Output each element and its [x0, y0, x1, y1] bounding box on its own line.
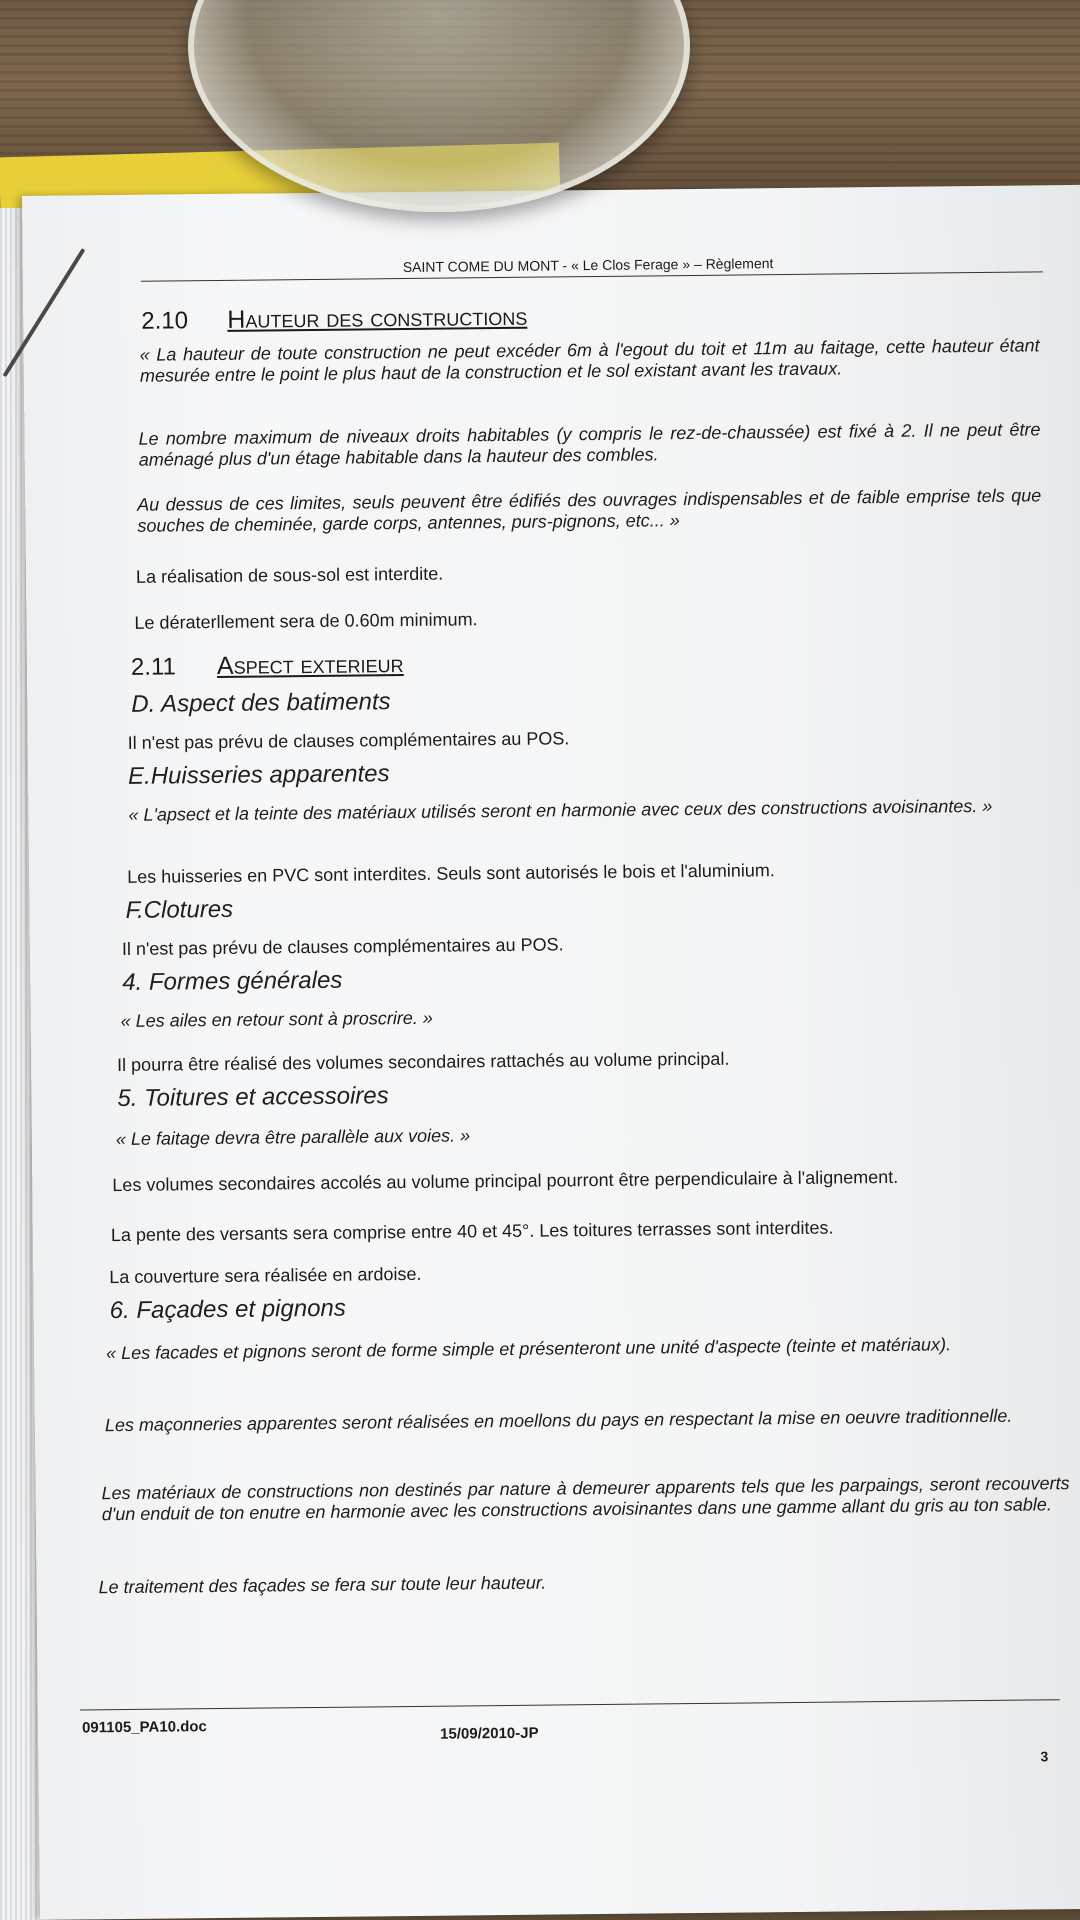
- section-2-10-paragraph-2: Le nombre maximum de niveaux droits habitables (y compris le rez-de-chaussée) est fixé à 2. Il ne peut être aménagé plus d'un étage habitable dans la hauteur des combles.: [138, 419, 1041, 470]
- section-2-10-title: Hauteur des constructions: [227, 302, 528, 334]
- subsection-6-paragraph-3: Les matériaux de constructions non destinés par nature à demeurer apparents tels que les parpaings, seront recouverts d'un enduit de ton enutre en harmonie avec les constructions avoisinantes dans une gamme allant du gris au ton sable.: [101, 1473, 1070, 1525]
- subsection-e-title: E.Huisseries apparentes: [127, 760, 390, 790]
- subsection-e-paragraph-1: « L'apsect et la teinte des matériaux utilisés seront en harmonie avec ceux des constructions avoisinantes. »: [128, 795, 993, 825]
- subsection-5-title: 5. Toitures et accessoires: [117, 1082, 389, 1113]
- subsection-4-title: 4. Formes générales: [122, 966, 343, 996]
- subsection-4-paragraph-2: Il pourra être réalisé des volumes secondaires rattachés au volume principal.: [117, 1048, 730, 1076]
- subsection-5-paragraph-3: La pente des versants sera comprise entre 40 et 45°. Les toitures terrasses sont interdites.: [110, 1217, 834, 1246]
- subsection-5-paragraph-2: Les volumes secondaires accolés au volume principal pourront être perpendiculaire à l'alignement.: [112, 1166, 899, 1196]
- subsection-5-paragraph-1: « Le faitage devra être parallèle aux voies. »: [115, 1125, 471, 1150]
- subsection-6-paragraph-4: Le traitement des façades se fera sur toute leur hauteur.: [98, 1572, 547, 1598]
- page-number: 3: [1040, 1748, 1049, 1765]
- section-2-11-title: Aspect exterieur: [216, 650, 404, 680]
- section-2-10-heading: [141, 303, 527, 336]
- subsection-d-paragraph-1: Il n'est pas prévu de clauses complémentaires au POS.: [127, 728, 570, 753]
- footer-rule: [80, 1699, 1060, 1710]
- subsection-f-title: F.Clotures: [125, 895, 234, 924]
- subsection-e-paragraph-2: Les huisseries en PVC sont interdites. Seuls sont autorisés le bois et l'aluminium.: [127, 860, 775, 887]
- subsection-4-paragraph-1: « Les ailes en retour sont à proscrire. »: [120, 1007, 433, 1032]
- document-page: [22, 185, 1080, 1920]
- footer-date: 15/09/2010-JP: [440, 1724, 539, 1743]
- subsection-5-paragraph-4: La couverture sera réalisée en ardoise.: [109, 1263, 422, 1288]
- section-2-10-number: 2.10: [141, 307, 189, 335]
- subsection-f-paragraph-1: Il n'est pas prévu de clauses complémentaires au POS.: [121, 934, 564, 959]
- section-2-10-paragraph-5: Le dératerllement sera de 0.60m minimum.: [134, 609, 478, 633]
- section-2-10-paragraph-3: Au dessus de ces limites, seuls peuvent être édifiés des ouvrages indispensables et de faible emprise tels que souches de cheminée, garde corps, antennes, purs-pignons, etc... »: [137, 485, 1042, 536]
- page-header: SAINT COME DU MONT - « Le Clos Ferage » – Règlement: [402, 255, 774, 276]
- section-2-11-number: 2.11: [130, 653, 177, 681]
- subsection-6-title: 6. Façades et pignons: [109, 1294, 346, 1325]
- footer-filename: 091105_PA10.doc: [81, 1718, 207, 1737]
- section-2-11-heading: [131, 650, 404, 682]
- section-2-10-paragraph-1: « La hauteur de toute construction ne peut excéder 6m à l'egout du toit et 11m au faitage, cette hauteur étant mesurée entre le point le plus haut de la construction et le sol existant avant les travaux.: [139, 335, 1040, 386]
- subsection-6-paragraph-1: « Les facades et pignons seront de forme simple et présenteront une unité d'aspecte (teinte et matériaux).: [106, 1334, 952, 1364]
- subsection-d-title: D. Aspect des batiments: [131, 688, 391, 718]
- subsection-6-paragraph-2: Les maçonneries apparentes seront réalisées en moellons du pays en respectant la mise en oeuvre traditionnelle.: [104, 1405, 1013, 1436]
- section-2-10-paragraph-4: La réalisation de sous-sol est interdite.: [135, 563, 444, 587]
